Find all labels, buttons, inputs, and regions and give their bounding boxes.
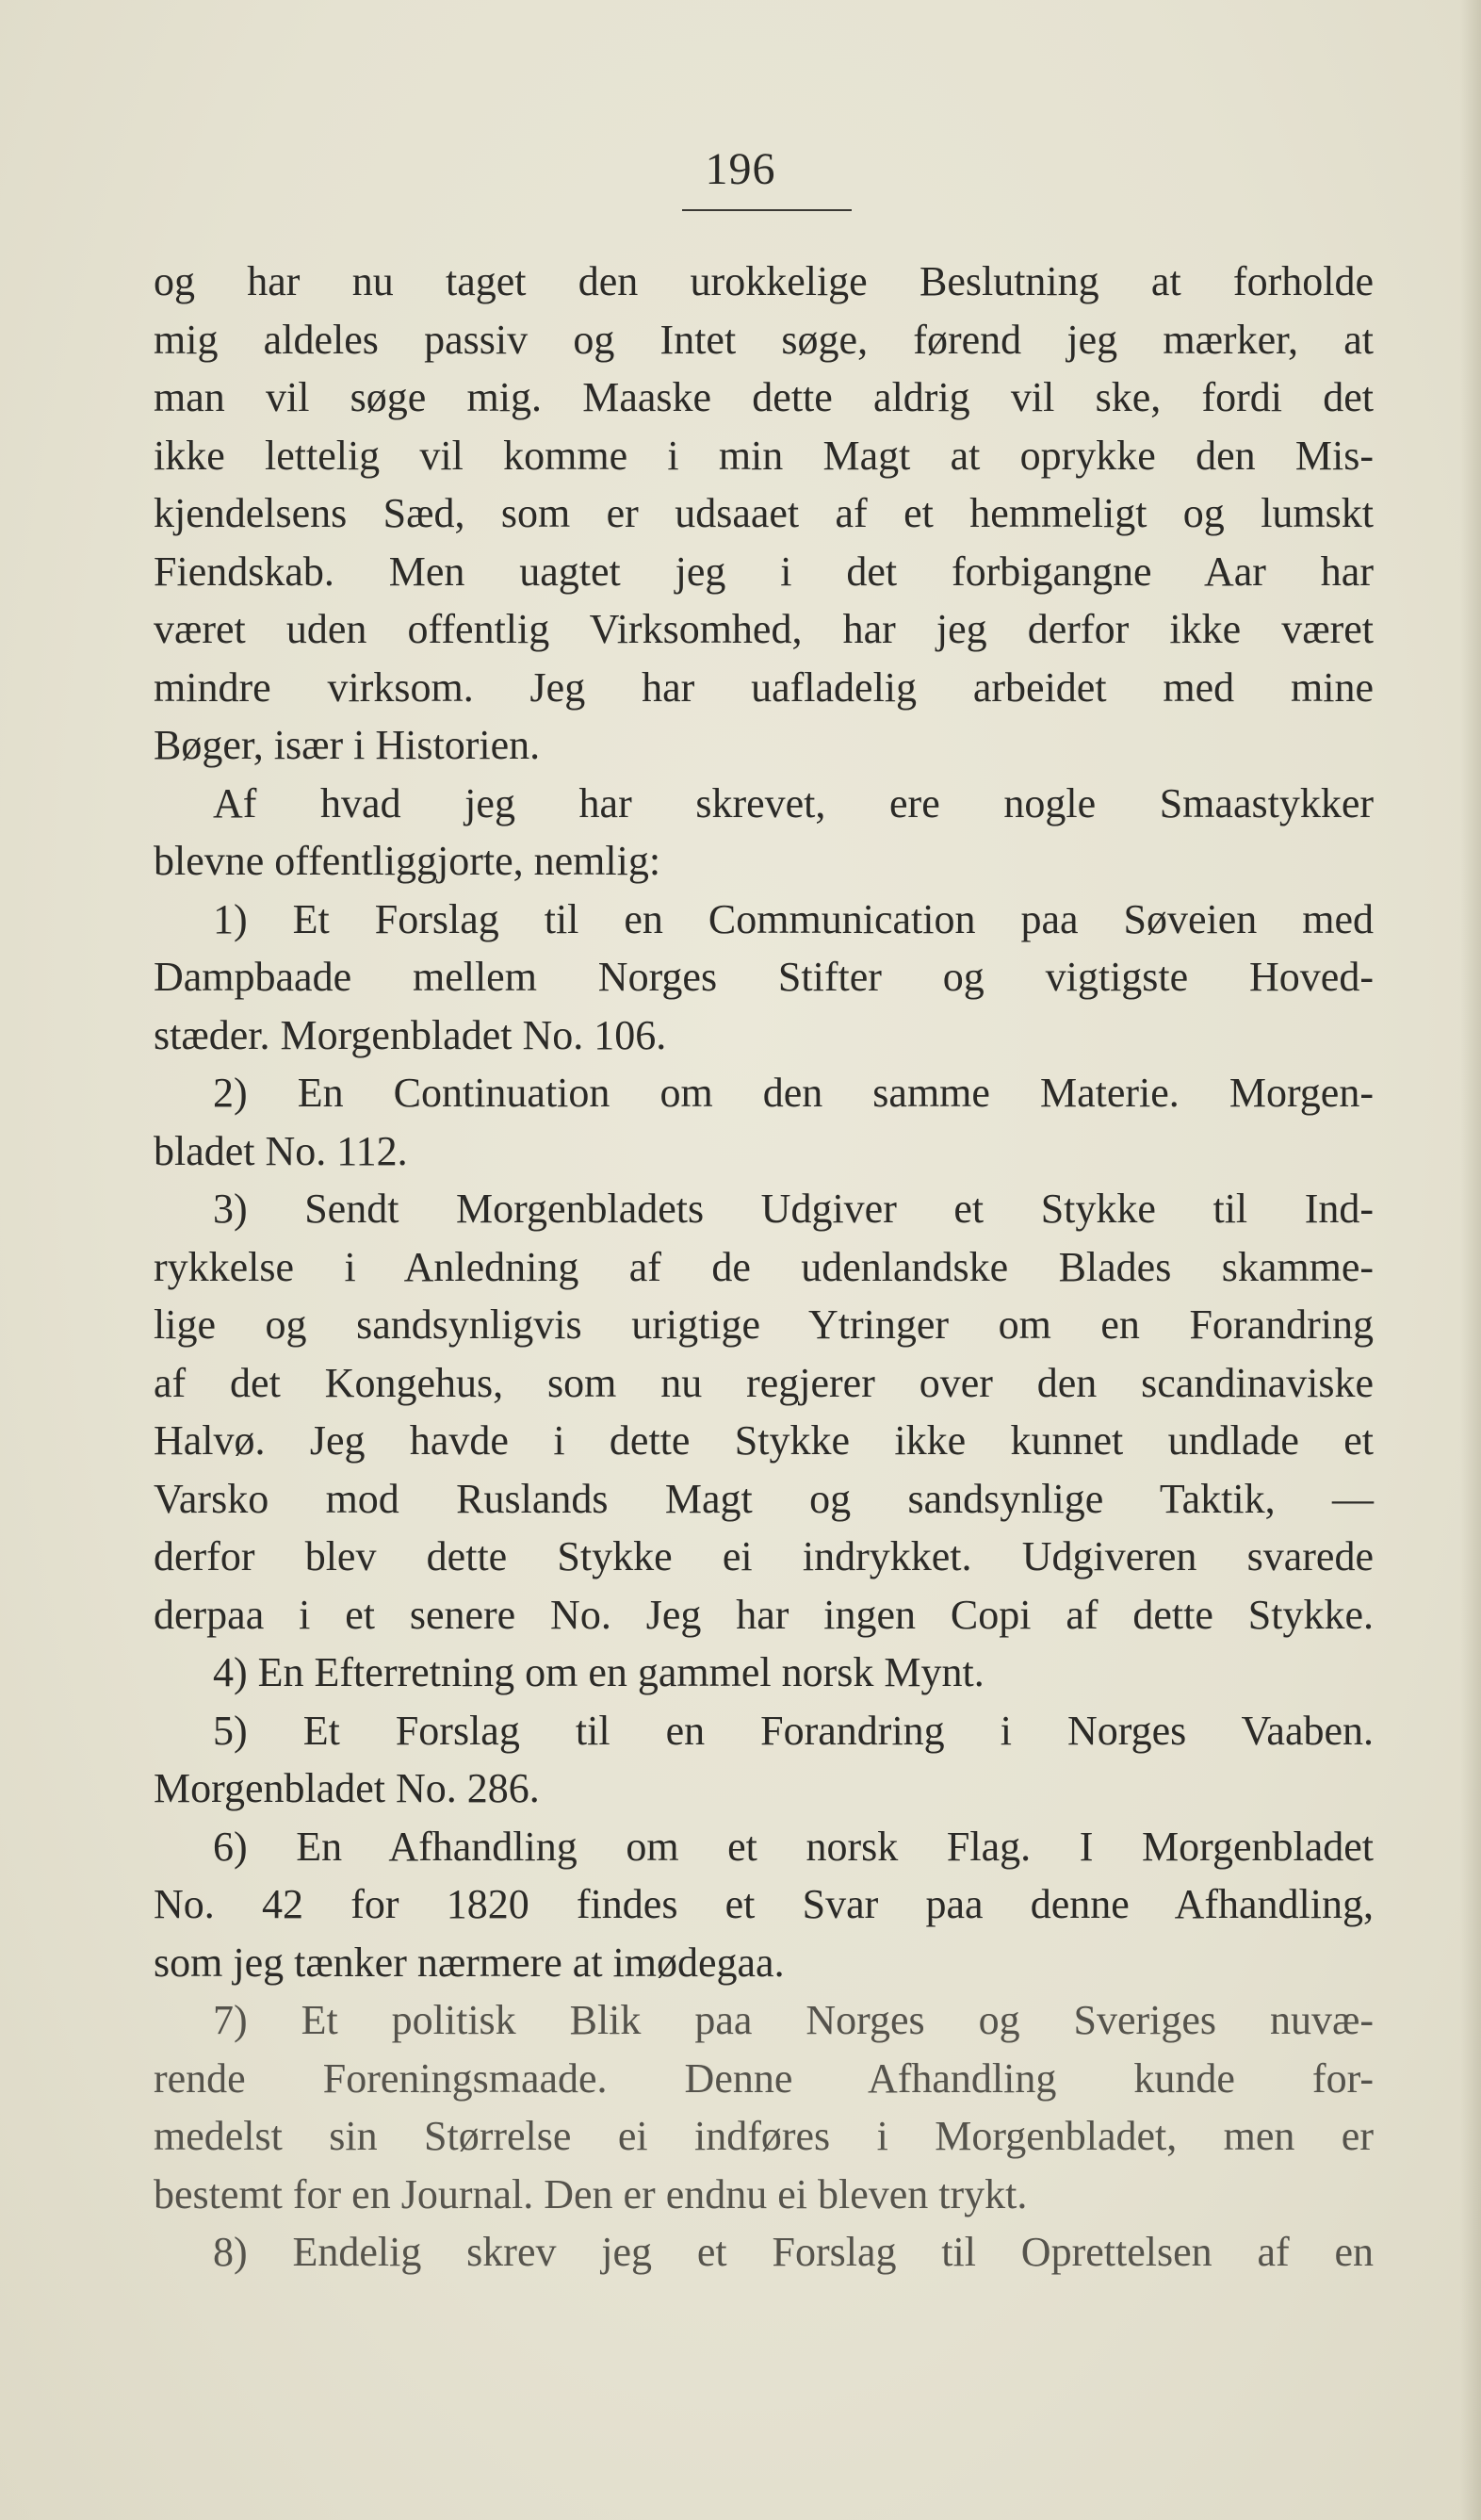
list-item-3-line: rykkelse i Anledning af de udenlandske Blades skamme- (154, 1243, 1374, 1290)
text-line: været uden offentlig Virksomhed, har jeg derfor ikke været (154, 606, 1374, 652)
list-item-3-line: Halvø. Jeg havde i dette Stykke ikke kunnet undlade et (154, 1417, 1374, 1464)
list-item-5-line: Morgenbladet No. 286. (154, 1765, 540, 1811)
list-item-6-line: No. 42 for 1820 findes et Svar paa denne Afhandling, (154, 1881, 1374, 1927)
list-item-7-line: 7) Et politisk Blik paa Norges og Sveriges nuvæ- (213, 1997, 1374, 2043)
list-item-6-line: som jeg tænker nærmere at imødegaa. (154, 1939, 785, 1986)
list-item-7-line: bestemt for en Journal. Den er endnu ei bleven trykt. (154, 2170, 1028, 2217)
list-item-2-line: 2) En Continuation om den samme Materie. Morgen- (213, 1070, 1374, 1116)
list-item-1-line: stæder. Morgenbladet No. 106. (154, 1011, 667, 1058)
body-text (154, 253, 1374, 2282)
list-item-6-line: 6) En Afhandling om et norsk Flag. I Morgenbladet (213, 1823, 1374, 1870)
list-item-3-line: derpaa i et senere No. Jeg har ingen Copi af dette Stykke. (154, 1591, 1374, 1638)
text-line: blevne offentliggjorte, nemlig: (154, 838, 661, 884)
page-number-rule (682, 209, 852, 211)
list-item-3-line: lige og sandsynligvis urigtige Ytringer om en Forandring (154, 1301, 1374, 1348)
text-line: Af hvad jeg har skrevet, ere nogle Smaastykker (213, 779, 1374, 826)
text-line: Bøger, især i Historien. (154, 722, 541, 768)
text-line: mig aldeles passiv og Intet søge, førend jeg mærker, at (154, 316, 1374, 363)
text-line: og har nu taget den urokkelige Beslutning at forholde (154, 258, 1374, 304)
text-line: kjendelsens Sæd, som er udsaaet af et hemmeligt og lumskt (154, 490, 1374, 536)
text-line: ikke lettelig vil komme i min Magt at oprykke den Mis- (154, 432, 1374, 479)
text-line: Fiendskab. Men uagtet jeg i det forbigangne Aar har (154, 548, 1374, 595)
list-item-7-line: rende Foreningsmaade. Denne Afhandling kunde for- (154, 2054, 1374, 2102)
list-item-3-line: derfor blev dette Stykke ei indrykket. Udgiveren svarede (154, 1533, 1374, 1579)
list-item-3-line: af det Kongehus, som nu regjerer over den scandinaviske (154, 1359, 1374, 1406)
list-item-2-line: bladet No. 112. (154, 1127, 408, 1174)
text-line: mindre virksom. Jeg har uafladelig arbeidet med mine (154, 663, 1374, 711)
text-line: man vil søge mig. Maaske dette aldrig vil ske, fordi det (154, 374, 1374, 420)
list-item-7-line: medelst sin Størrelse ei indføres i Morgenbladet, men er (154, 2113, 1374, 2159)
list-item-1-line: Dampbaade mellem Norges Stifter og vigtigste Hoved- (154, 954, 1374, 1000)
list-item-8-line: 8) Endelig skrev jeg et Forslag til Oprettelsen af en (213, 2229, 1374, 2275)
list-item-5-line: 5) Et Forslag til en Forandring i Norges Vaaben. (213, 1707, 1374, 1754)
page-edge-shadow (1460, 0, 1481, 2520)
list-item-1-line: 1) Et Forslag til en Communication paa Søveien med (213, 895, 1374, 942)
list-item-3-line: Varsko mod Ruslands Magt og sandsynlige Taktik, — (154, 1475, 1374, 1522)
list-item-3-line: 3) Sendt Morgenbladets Udgiver et Stykke til Ind- (213, 1186, 1374, 1232)
list-item-4-line: 4) En Efterretning om en gammel norsk Mynt. (213, 1649, 985, 1695)
page-number: 196 (705, 144, 776, 194)
